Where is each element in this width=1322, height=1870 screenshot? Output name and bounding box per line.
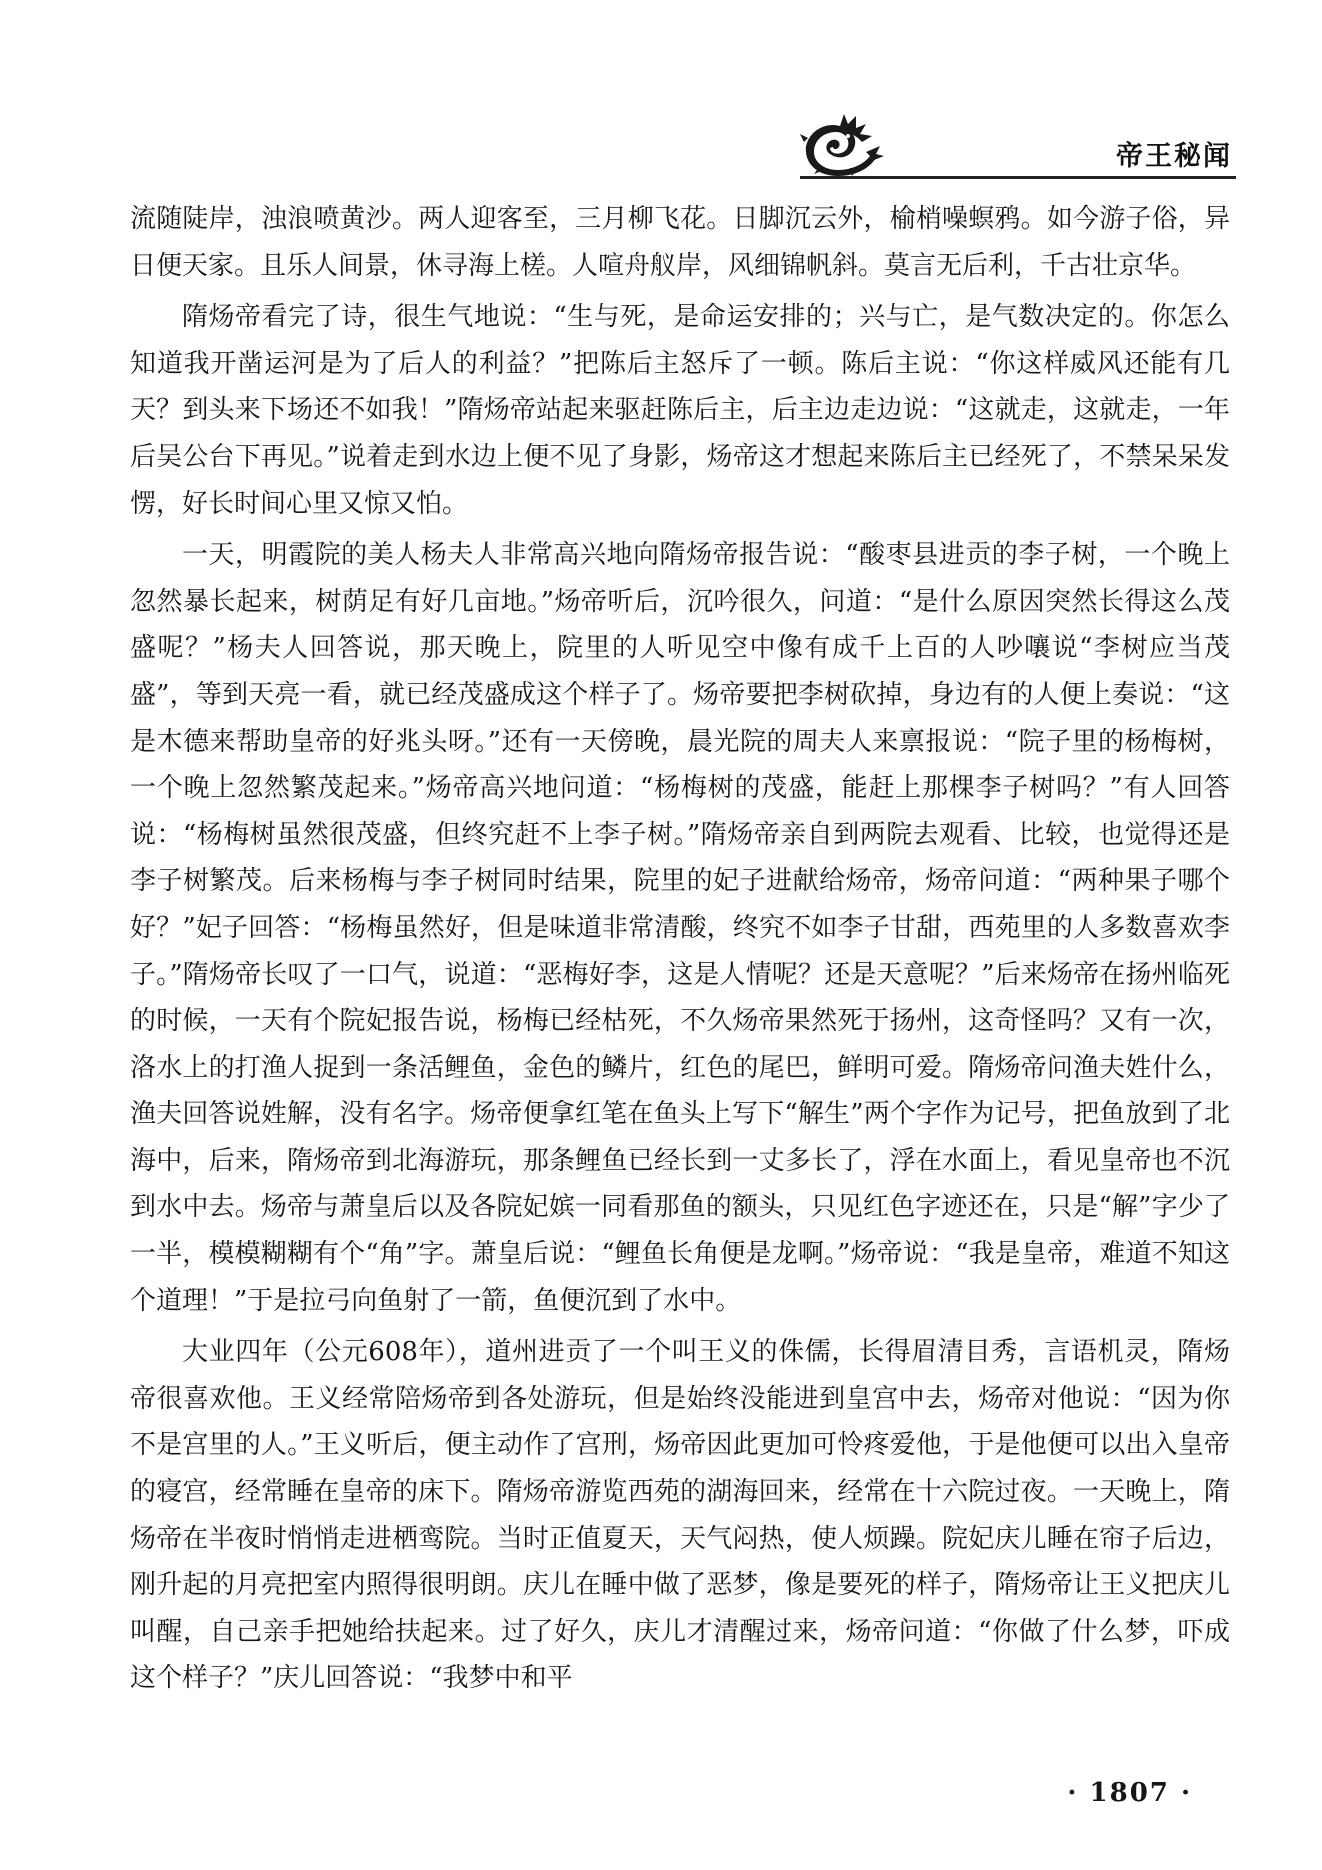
running-head: 帝王秘闻 [1116,141,1232,172]
page-body [130,196,1230,1707]
paragraph: 一天，明霞院的美人杨夫人非常高兴地向隋炀帝报告说：“酸枣县进贡的李子树，一个晚上忽然暴长起来，树荫足有好几亩地。”炀帝听后，沉吟很久，问道：“是什么原因突然长得这么茂盛呢？”杨夫人回答说，那天晚上，院里的人听见空中像有成千上百的人吵嚷说“李树应当茂盛”，等到天亮一看，就已经茂盛成这个样子了。炀帝要把李树砍掉，身边有的人便上奏说：“这是木德来帮助皇帝的好兆头呀。”还有一天傍晚，晨光院的周夫人来禀报说：“院子里的杨梅树，一个晚上忽然繁茂起来。”炀帝高兴地问道：“杨梅树的茂盛，能赶上那棵李子树吗？”有人回答说：“杨梅树虽然很茂盛，但终究赶不上李子树。”隋炀帝亲自到两院去观看、比较，也觉得还是李子树繁茂。后来杨梅与李子树同时结果，院里的妃子进献给炀帝，炀帝问道：“两种果子哪个好？”妃子回答：“杨梅虽然好，但是味道非常清酸，终究不如李子甘甜，西苑里的人多数喜欢李子。”隋炀帝长叹了一口气，说道：“恶梅好李，这是人情呢？还是天意呢？”后来炀帝在扬州临死的时候，一天有个院妃报告说，杨梅已经枯死，不久炀帝果然死于扬州，这奇怪吗？又有一次，洛水上的打渔人捉到一条活鲤鱼，金色的鳞片，红色的尾巴，鲜明可爱。隋炀帝问渔夫姓什么，渔夫回答说姓解，没有名字。炀帝便拿红笔在鱼头上写下“解生”两个字作为记号，把鱼放到了北海中，后来，隋炀帝到北海游玩，那条鲤鱼已经长到一丈多长了，浮在水面上，看见皇帝也不沉到水中去。炀帝与萧皇后以及各院妃嫔一同看那鱼的额头，只见红色字迹还在，只是“解”字少了一半，模模糊糊有个“角”字。萧皇后说：“鲤鱼长角便是龙啊。”炀帝说：“我是皇帝，难道不知这个道理！”于是拉弓向鱼射了一箭，鱼便沉到了水中。 [130,540,1230,1316]
paragraph: 大业四年（公元608年），道州进贡了一个叫王义的侏儒，长得眉清目秀，言语机灵，隋炀帝很喜欢他。王义经常陪炀帝到各处游玩，但是始终没能进到皇宫中去，炀帝对他说：“因为你不是宫里的人。”王义听后，便主动作了宫刑，炀帝因此更加可怜疼爱他，于是他便可以出入皇帝的寝宫，经常睡在皇帝的床下。隋炀帝游览西苑的湖海回来，经常在十六院过夜。一天晚上，隋炀帝在半夜时悄悄走进栖鸾院。当时正值夏天，天气闷热，使人烦躁。院妃庆儿睡在帘子后边，刚升起的月亮把室内照得很明朗。庆儿在睡中做了恶梦，像是要死的样子，隋炀帝让王义把庆儿叫醒，自己亲手把她给扶起来。过了好久，庆儿才清醒过来，炀帝问道：“你做了什么梦，吓成这个样子？”庆儿回答说：“我梦中和平 [130,1337,1230,1694]
paragraph: 流随陡岸，浊浪喷黄沙。两人迎客至，三月柳飞花。日脚沉云外，榆梢噪螟鸦。如今游子俗，异日便天家。且乐人间景，休寻海上槎。人喧舟舣岸，风细锦帆斜。莫言无后利，千古壮京华。 [130,204,1230,281]
page-number: · 1807 · [1067,1778,1192,1808]
paragraph: 隋炀帝看完了诗，很生气地说：“生与死，是命运安排的；兴与亡，是气数决定的。你怎么知道我开凿运河是为了后人的利益？”把陈后主怒斥了一顿。陈后主说：“你这样威风还能有几天？到头来下场还不如我！”隋炀帝站起来驱赶陈后主，后主边走边说：“这就走，这就走，一年后吴公台下再见。”说着走到水边上便不见了身影，炀帝这才想起来陈后主已经死了，不禁呆呆发愣，好长时间心里又惊又怕。 [130,302,1230,519]
header-rule [800,176,1236,179]
page-header [0,0,1322,190]
dragon-icon [800,112,884,176]
